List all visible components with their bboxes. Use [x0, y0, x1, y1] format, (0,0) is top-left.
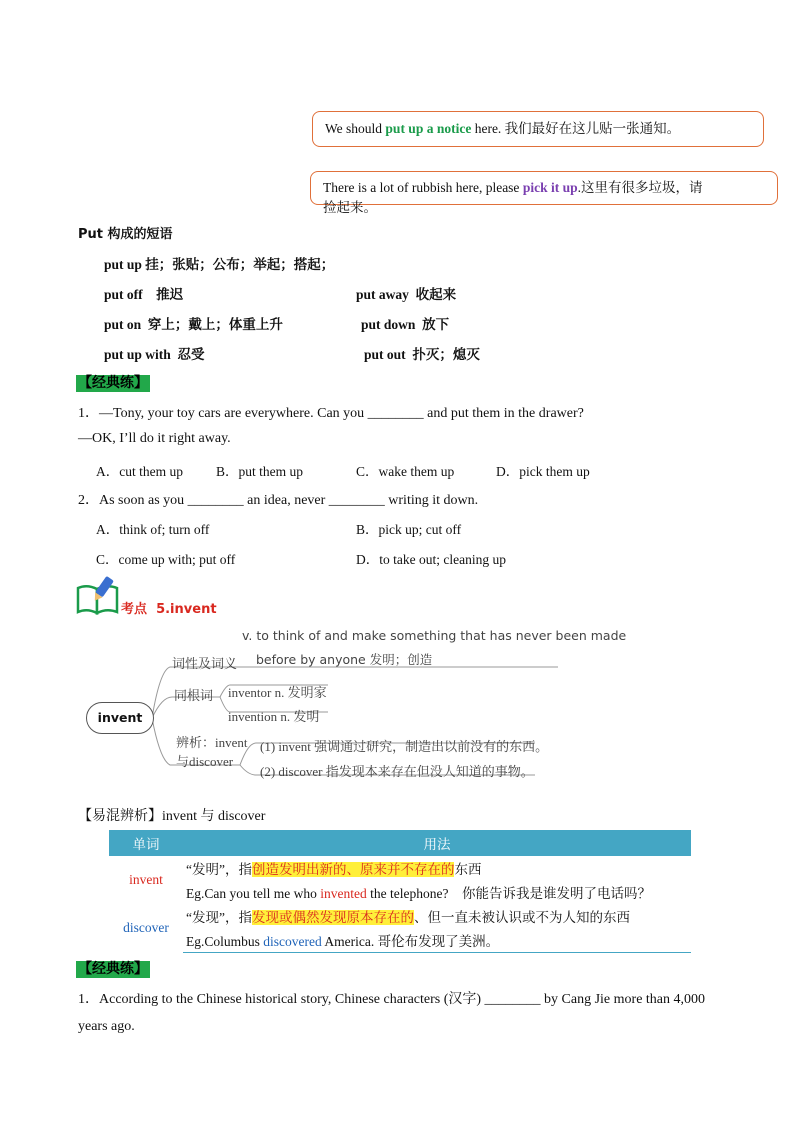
definition-line: v. to think of and make something that has never been made — [242, 628, 627, 643]
option-d[interactable]: D．pick them up — [496, 464, 590, 479]
usage-table — [109, 830, 691, 953]
phrase-row — [104, 283, 183, 303]
option-c[interactable]: C．come up with; put off — [96, 552, 236, 567]
meaning-cell: “发现”，指发现或偶然发现原本存在的、但一直未被认识或不为人知的东西 — [186, 910, 630, 925]
callout-text: There is a lot of rubbish here, please — [323, 180, 523, 195]
phrase-right: put down 放下 — [361, 317, 450, 332]
phrase-left: put on 穿上；戴上；体重上升 — [104, 317, 283, 332]
practice-tag: 【经典练】 — [78, 376, 148, 391]
phrase-row — [104, 313, 283, 333]
callout-text: .这里有很多垃圾，请 — [577, 180, 703, 195]
callout-highlight: pick it up — [522, 180, 578, 195]
question-stem: 1．—Tony, your toy cars are everywhere. Can you ________ and put them in the drawer? — [78, 406, 584, 421]
callout-notice — [312, 111, 764, 147]
callout-rubbish — [310, 171, 778, 215]
phrases-title: Put 构成的短语 — [78, 227, 173, 242]
phrase-right: put out 扑灭；熄灭 — [364, 347, 480, 362]
question-reply: —OK, I’ll do it right away. — [78, 431, 231, 446]
definition-line: before by anyone 发明；创造 — [256, 652, 433, 667]
related-word: inventor n. 发明家 — [228, 685, 327, 700]
example-cell: Eg.Columbus discovered America. 哥伦布发现了美洲。 — [183, 928, 691, 953]
section-title: 【易混辨析】invent 与 discover — [78, 809, 266, 824]
phrase-row — [104, 343, 205, 363]
phrase-left: put up with 忍受 — [104, 347, 205, 362]
example-cell: Eg.Can you tell me who invented the telephone? 你能告诉我是谁发明了电话吗？ — [186, 886, 651, 901]
diff-line: (2) discover 指发现本来存在但没人知道的事物。 — [260, 764, 534, 779]
phrase-row — [104, 253, 334, 273]
practice-tag: 【经典练】 — [78, 962, 148, 977]
phrase-left: put off 推迟 — [104, 287, 184, 302]
kaodian-title: 考点 5.invent — [121, 602, 217, 617]
word-cell: invent — [129, 872, 163, 887]
meaning-cell: “发明”，指创造发明出新的、原来并不存在的东西 — [186, 862, 482, 877]
option-c[interactable]: C．wake them up — [356, 464, 455, 479]
mind-map — [80, 625, 627, 783]
table-row — [109, 880, 691, 904]
header-cell: 用法 — [183, 830, 691, 856]
callout-text: here. 我们最好在这儿贴一张通知。 — [471, 121, 681, 136]
option-a[interactable]: A．cut them up — [96, 464, 183, 479]
option-b[interactable]: B．put them up — [216, 464, 303, 479]
option-b[interactable]: B．pick up; cut off — [356, 522, 462, 537]
callout-highlight: put up a notice — [385, 121, 472, 136]
phrase-left: put up 挂；张贴；公布；举起；搭起； — [104, 257, 335, 272]
header-cell: 单词 — [109, 830, 183, 856]
mind-map-center: invent — [86, 702, 154, 734]
table-header-row — [109, 830, 691, 856]
phrase-right: put away 收起来 — [356, 287, 457, 302]
word-cell: discover — [123, 920, 169, 936]
branch-compare: 辨析：invent — [176, 735, 248, 750]
question-cont: years ago. — [78, 1019, 135, 1034]
callout-cut-line: 捡起来。 — [323, 200, 377, 215]
question-stem: 1．According to the Chinese historical story, Chinese characters (汉字) ________ by Cang Jie more than 4,000 — [78, 992, 706, 1007]
branch-pos: 词性及词义 — [172, 656, 238, 671]
table-row — [109, 904, 691, 928]
branch-compare: 与discover — [176, 754, 234, 769]
option-d[interactable]: D．to take out; cleaning up — [356, 552, 506, 567]
option-a[interactable]: A．think of; turn off — [96, 522, 210, 537]
book-pencil-icon — [75, 576, 121, 616]
branch-roots: 同根词 — [174, 688, 214, 703]
question-stem: 2．As soon as you ________ an idea, never ________ writing it down. — [78, 493, 479, 508]
diff-line: (1) invent 强调通过研究，制造出以前没有的东西。 — [260, 739, 549, 754]
table-row — [109, 856, 691, 880]
mind-map-lines — [80, 625, 560, 783]
callout-text: We should — [325, 121, 386, 136]
related-word: invention n. 发明 — [228, 709, 320, 724]
table-row — [109, 928, 691, 953]
